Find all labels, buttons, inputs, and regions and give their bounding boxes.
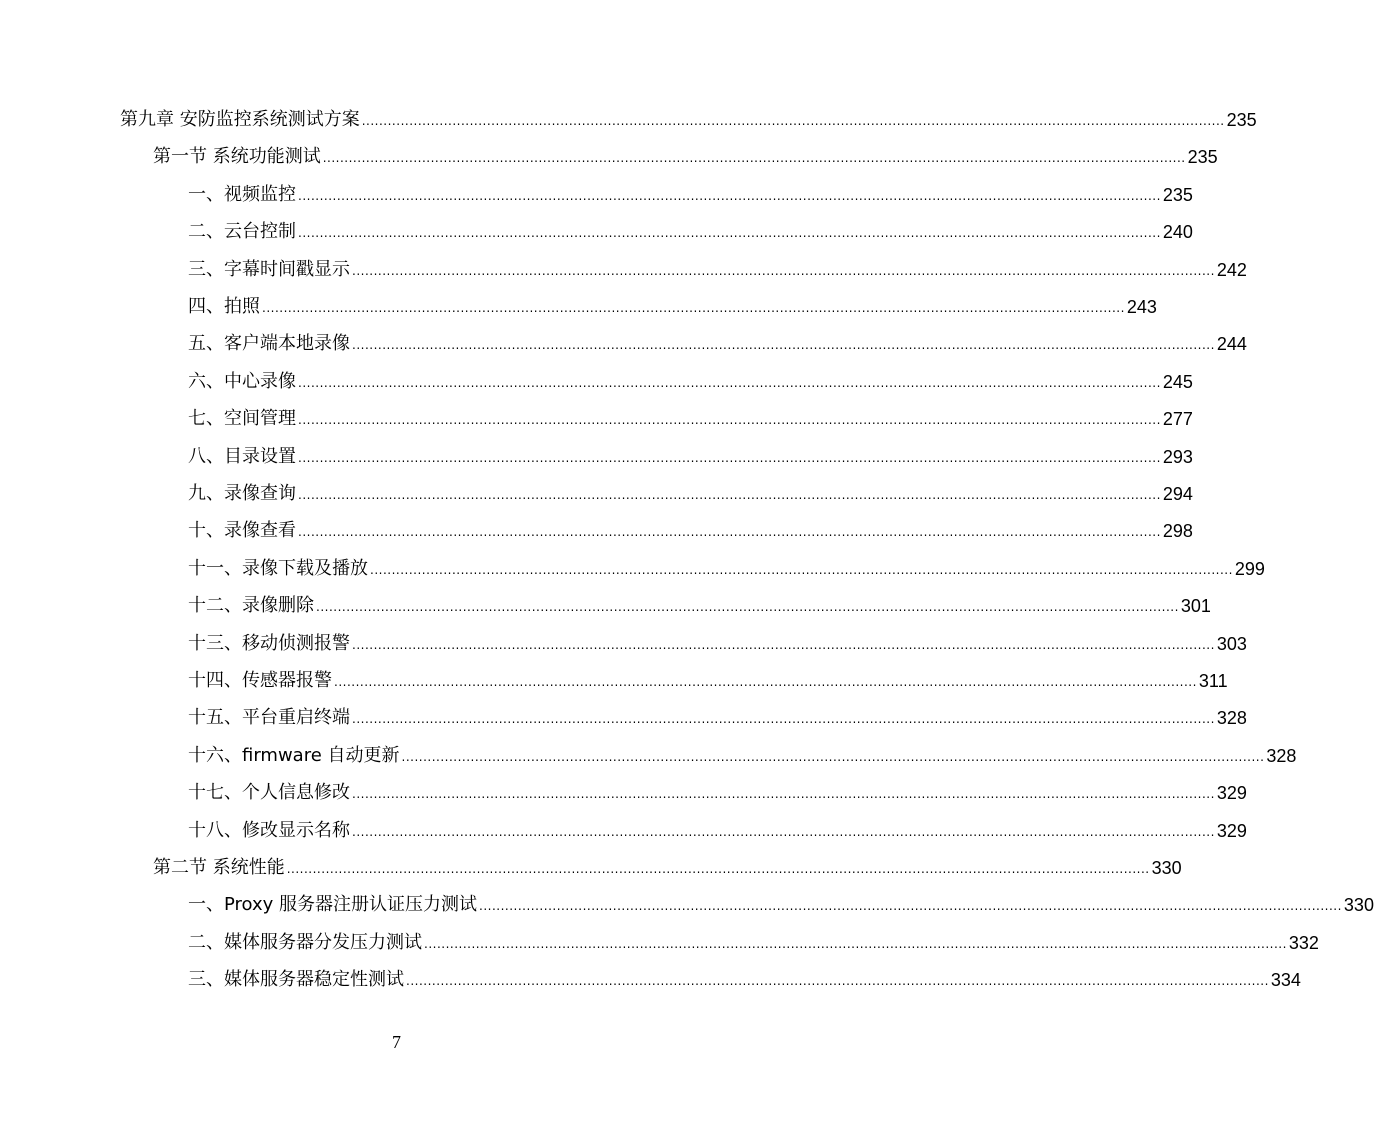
toc-subsection-entry[interactable] [188,924,1319,954]
toc-entry-label: 十六、firmware 自动更新 [188,744,400,766]
toc-subsection-entry[interactable] [188,325,1247,355]
toc-entry-page: 298 [1162,521,1193,542]
toc-entry-label: 十、录像查看 [188,520,296,542]
toc-entry-page: 245 [1162,371,1193,392]
toc-subsection-entry[interactable] [188,774,1247,804]
toc-entry-label: 十一、录像下载及播放 [188,557,368,579]
toc-subsection-entry[interactable] [188,662,1228,692]
toc-chapter-entry[interactable] [120,101,1257,131]
toc-entry-page: 243 [1126,297,1157,317]
toc-entry-page: 240 [1162,222,1193,243]
toc-entry-label: 五、客户端本地录像 [188,333,350,355]
toc-dot-leader: ........................................................................................................................................................................................................ [334,675,1197,689]
toc-dot-leader: ........................................................................................................................................................................................................ [298,450,1161,465]
toc-subsection-entry[interactable] [188,625,1247,655]
toc-dot-leader: ........................................................................................................................................................................................................ [424,936,1287,951]
toc-entry-page: 328 [1216,708,1247,729]
toc-entry-page: 334 [1270,970,1301,991]
toc-subsection-entry[interactable] [188,550,1265,580]
page-number: 7 [392,1032,401,1052]
toc-entry-page: 244 [1216,334,1247,355]
toc-section-entry[interactable] [153,849,1182,879]
toc-entry-page: 330 [1151,858,1182,878]
toc-dot-leader: ........................................................................................................................................................................................................ [298,226,1161,241]
toc-dot-leader: ........................................................................................................................................................................................................ [352,338,1215,353]
toc-entry-label: 十五、平台重启终端 [188,707,350,729]
toc-dot-leader: ........................................................................................................................................................................................................ [370,562,1233,577]
toc-entry-label: 八、目录设置 [188,445,296,467]
toc-subsection-entry[interactable] [188,886,1374,916]
toc-dot-leader: ........................................................................................................................................................................................................ [298,488,1161,502]
toc-dot-leader: ........................................................................................................................................................................................................ [298,375,1161,390]
toc-entry-page: 328 [1266,745,1297,766]
toc-entry-label: 十三、移动侦测报警 [188,632,350,654]
toc-entry-page: 303 [1216,633,1247,654]
toc-entry-page: 235 [1162,184,1193,205]
toc-dot-leader: ........................................................................................................................................................................................................ [479,899,1342,914]
toc-entry-label: 二、云台控制 [188,221,296,243]
toc-dot-leader: ........................................................................................................................................................................................................ [406,974,1269,989]
toc-dot-leader: ........................................................................................................................................................................................................ [352,712,1215,727]
toc-entry-label: 六、中心录像 [188,370,296,392]
toc-subsection-entry[interactable] [188,961,1301,991]
toc-entry-page: 330 [1343,895,1374,916]
toc-entry-label: 九、录像查询 [188,483,296,504]
toc-dot-leader: ........................................................................................................................................................................................................ [401,749,1265,764]
toc-entry-label: 十八、修改显示名称 [188,819,350,841]
toc-entry-label: 十二、录像删除 [188,595,314,617]
toc-entry-label: 七、空间管理 [188,408,296,430]
toc-entry-label: 三、字幕时间戳显示 [188,258,350,280]
toc-entry-page: 294 [1162,484,1193,504]
toc-subsection-entry[interactable] [188,213,1193,243]
toc-dot-leader: ........................................................................................................................................................................................................ [352,263,1215,278]
toc-entry-label: 十七、个人信息修改 [188,782,350,804]
toc-entry-page: 293 [1162,446,1193,467]
toc-subsection-entry[interactable] [188,438,1193,468]
toc-dot-leader: ........................................................................................................................................................................................................ [352,787,1215,802]
toc-subsection-entry[interactable] [188,699,1247,729]
toc-entry-label: 第九章 安防监控系统测试方案 [120,109,360,130]
toc-subsection-entry[interactable] [188,288,1157,318]
toc-entry-label: 第二节 系统性能 [153,857,285,878]
toc-entry-label: 三、媒体服务器稳定性测试 [188,969,404,991]
toc-entry-page: 301 [1180,596,1211,617]
toc-dot-leader: ........................................................................................................................................................................................................ [352,824,1215,839]
toc-entry-page: 242 [1216,259,1247,280]
toc-entry-label: 十四、传感器报警 [188,670,332,691]
toc-dot-leader: ........................................................................................................................................................................................................ [286,862,1150,876]
toc-entry-label: 四、拍照 [188,296,260,317]
toc-dot-leader: ........................................................................................................................................................................................................ [316,600,1179,615]
toc-entry-page: 235 [1187,147,1218,168]
toc-entry-page: 277 [1162,409,1193,430]
toc-dot-leader: ........................................................................................................................................................................................................ [262,301,1125,315]
toc-subsection-entry[interactable] [188,475,1193,505]
toc-subsection-entry[interactable] [188,176,1193,206]
toc-subsection-entry[interactable] [188,812,1247,842]
toc-dot-leader: ........................................................................................................................................................................................................ [298,188,1161,203]
toc-dot-leader: ........................................................................................................................................................................................................ [298,525,1161,540]
toc-entry-page: 332 [1288,932,1319,953]
toc-entry-label: 第一节 系统功能测试 [153,146,321,168]
toc-entry-label: 一、Proxy 服务器注册认证压力测试 [188,894,478,916]
toc-subsection-entry[interactable] [188,251,1247,281]
toc-section-entry[interactable] [153,138,1218,168]
toc-subsection-entry[interactable] [188,512,1193,542]
toc-dot-leader: ........................................................................................................................................................................................................ [322,151,1186,166]
toc-dot-leader: ........................................................................................................................................................................................................ [298,413,1161,428]
toc-subsection-entry[interactable] [188,363,1193,393]
toc-entry-page: 311 [1198,671,1228,691]
toc-entry-page: 299 [1234,558,1265,579]
toc-entry-label: 一、视频监控 [188,183,296,205]
toc-entry-label: 二、媒体服务器分发压力测试 [188,931,422,953]
toc-entry-page: 329 [1216,783,1247,804]
toc-subsection-entry[interactable] [188,587,1211,617]
toc-entry-page: 235 [1226,110,1257,130]
toc-subsection-entry[interactable] [188,400,1193,430]
toc-entry-page: 329 [1216,820,1247,841]
toc-dot-leader: ........................................................................................................................................................................................................ [352,637,1215,652]
toc-subsection-entry[interactable] [188,737,1297,767]
toc-dot-leader: ........................................................................................................................................................................................................ [361,114,1225,128]
